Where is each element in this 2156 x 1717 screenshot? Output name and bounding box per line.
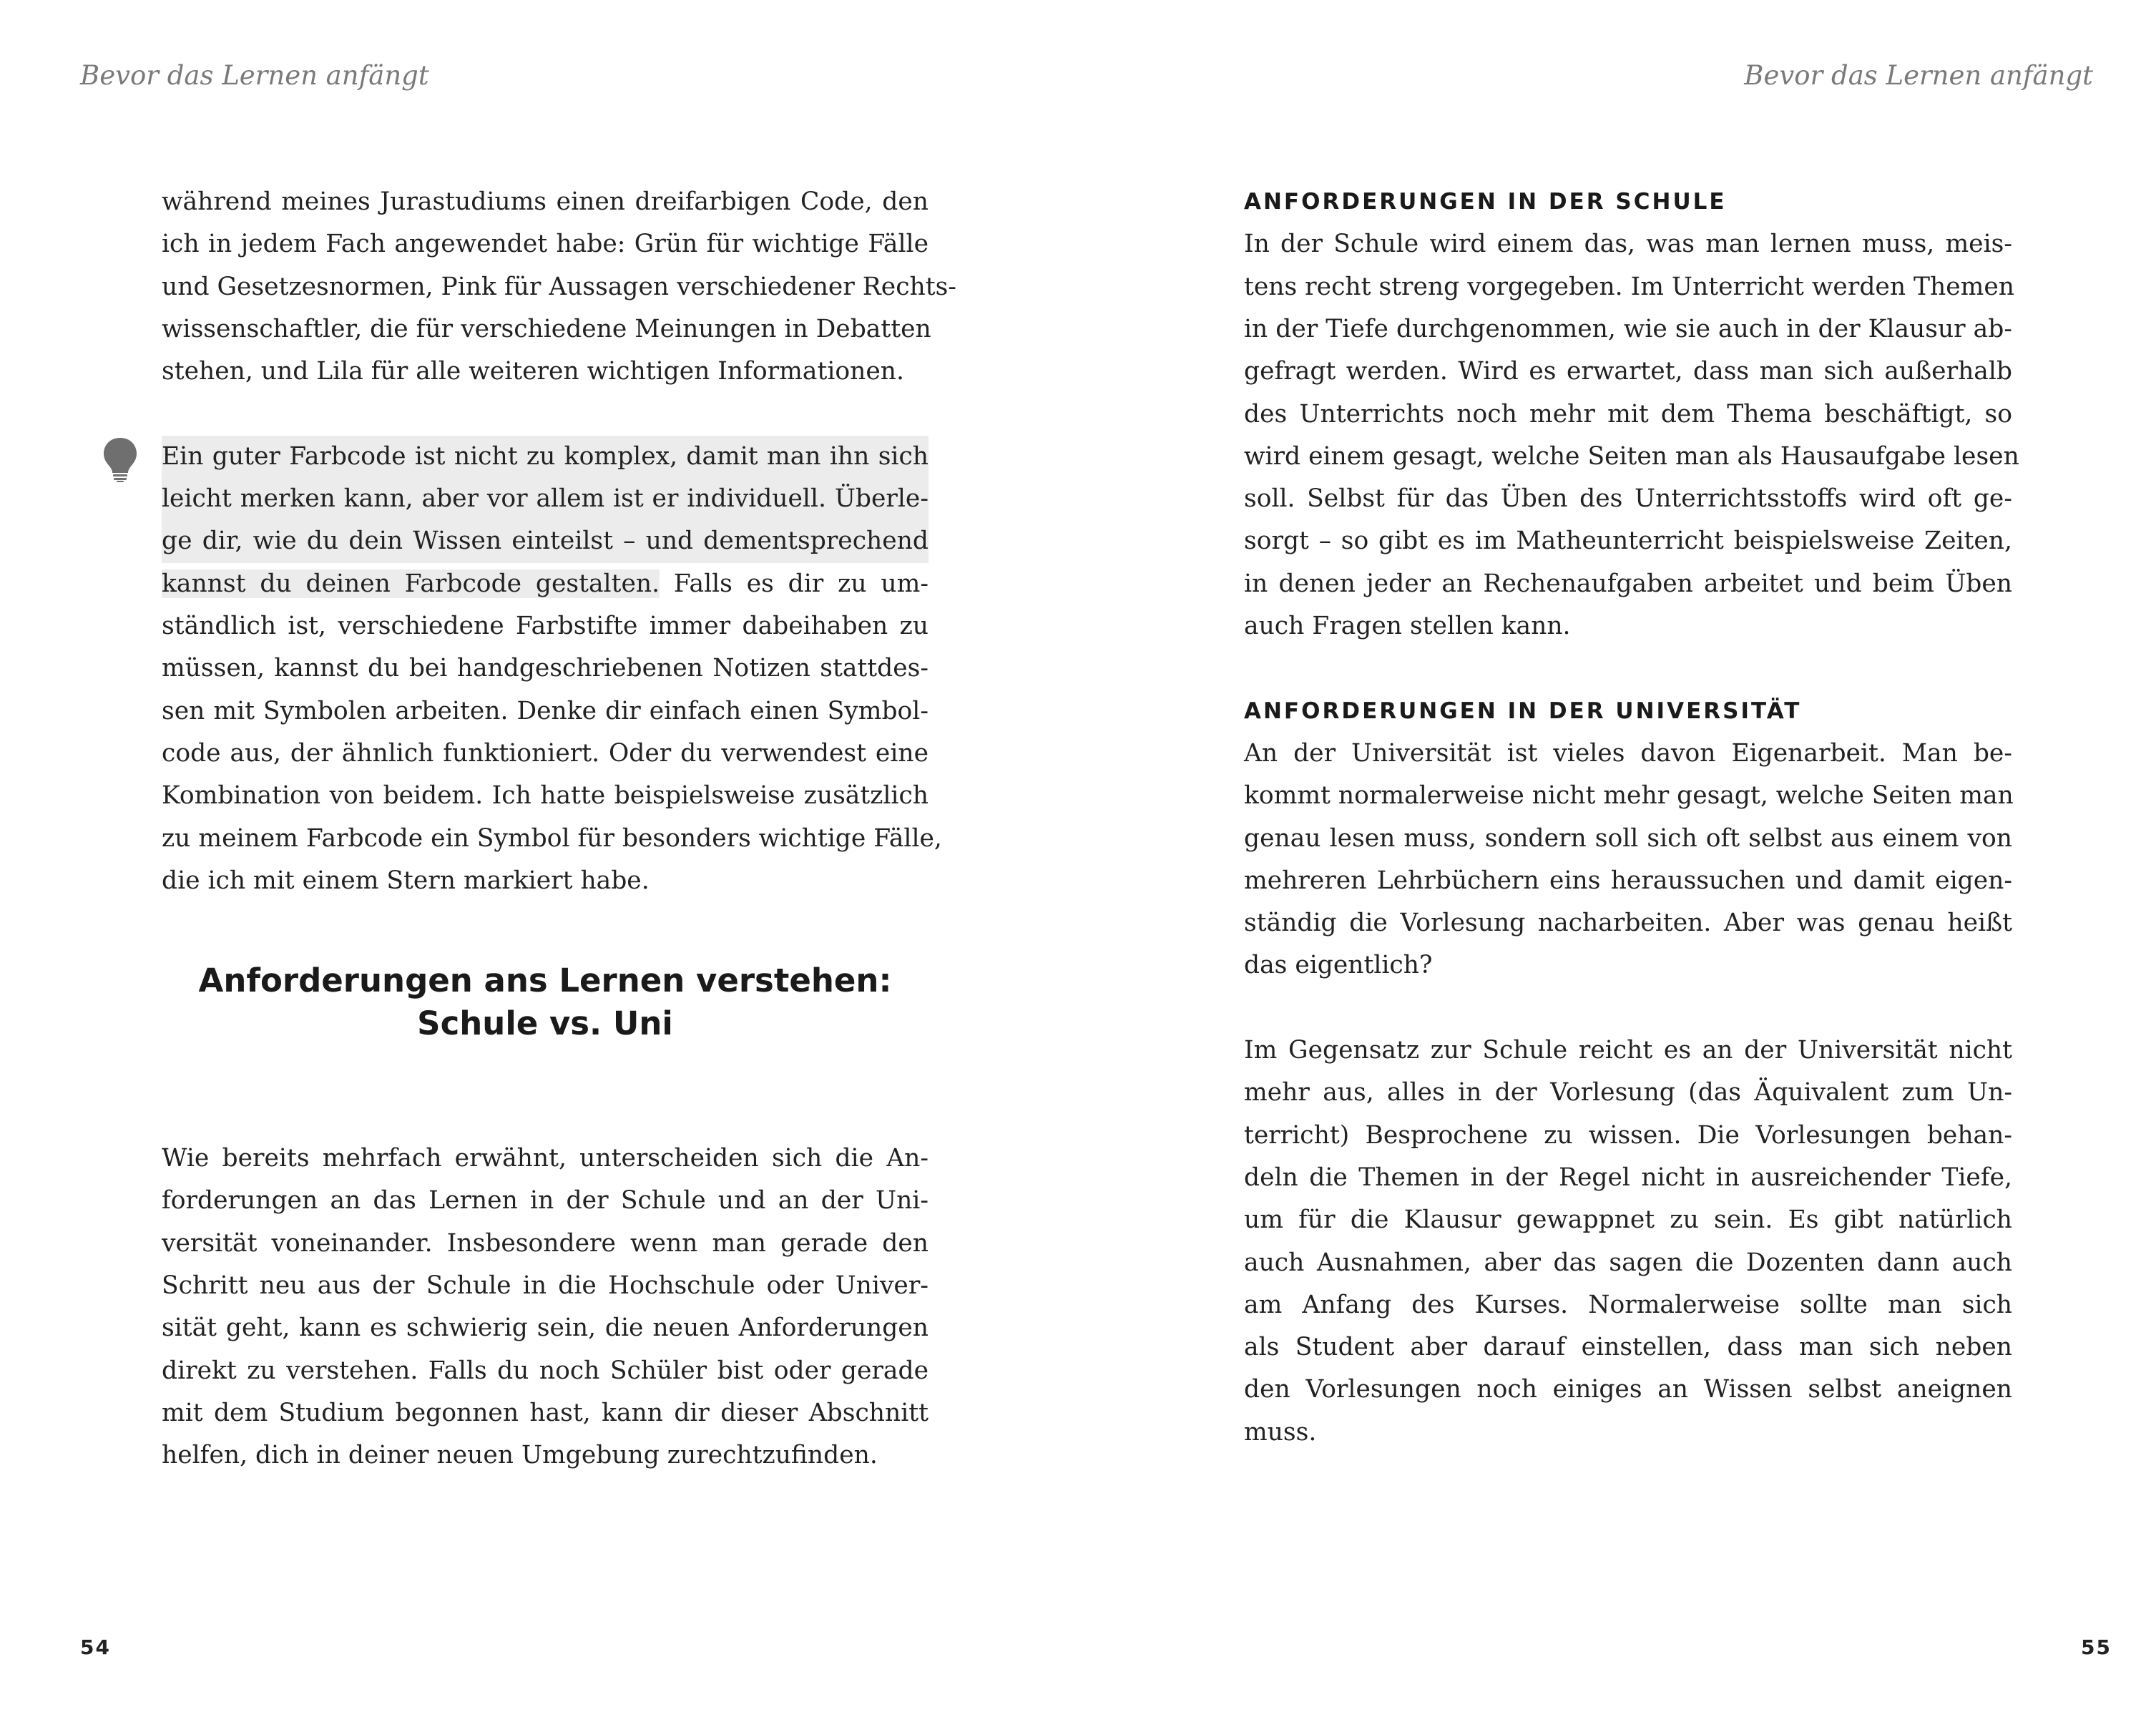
- body-line: Wie bereits mehrfach erwähnt, unterscheiden sich die An-: [162, 1144, 928, 1173]
- body-line: ich in jedem Fach angewendet habe: Grün für wichtige Fälle: [162, 230, 928, 259]
- body-line: mehreren Lehrbüchern eins heraussuchen und damit eigen-: [1244, 866, 2012, 895]
- lightbulb-icon: [102, 436, 139, 482]
- tip-line: [162, 563, 928, 605]
- section-title: Anforderungen ans Lernen verstehen:: [198, 962, 892, 1000]
- body-line: Im Gegensatz zur Schule reicht es an der Universität nicht: [1244, 1036, 2012, 1065]
- body-line: mit dem Studium begonnen hast, kann dir dieser Abschnitt: [162, 1398, 928, 1427]
- body-line: den Vorlesungen noch einiges an Wissen selbst aneignen: [1244, 1375, 2012, 1404]
- running-head: Bevor das Lernen anfängt: [80, 60, 429, 91]
- body-line: in denen jeder an Rechenaufgaben arbeitet und beim Üben: [1244, 569, 2012, 598]
- tip-line: code aus, der ähnlich funktioniert. Oder du verwendest eine: [162, 738, 928, 768]
- tip-line: zu meinem Farbcode ein Symbol für besonders wichtige Fälle,: [162, 823, 942, 853]
- body-line: mehr aus, alles in der Vorlesung (das Äquivalent zum Un-: [1244, 1078, 2012, 1107]
- tip-line: ge dir, wie du dein Wissen einteilst – und dementsprechend: [162, 520, 928, 562]
- body-line: kommt normalerweise nicht mehr gesagt, welche Seiten man: [1244, 781, 2014, 811]
- tip-line: Kombination von beidem. Ich hatte beispielsweise zusätzlich: [162, 781, 928, 811]
- body-line: helfen, dich in deiner neuen Umgebung zurechtzufinden.: [162, 1441, 878, 1470]
- body-line: um für die Klausur gewappnet zu sein. Es gibt natürlich: [1244, 1205, 2012, 1235]
- body-line: terricht) Besprochene zu wissen. Die Vorlesungen behan-: [1244, 1120, 2012, 1150]
- body-line: wird einem gesagt, welche Seiten man als Hausaufgabe lesen: [1244, 441, 2019, 471]
- body-line: während meines Jurastudiums einen dreifarbigen Code, den: [162, 187, 928, 216]
- tip-line: die ich mit einem Stern markiert habe.: [162, 866, 650, 895]
- tip-line: sen mit Symbolen arbeiten. Denke dir einfach einen Symbol-: [162, 696, 928, 725]
- body-line: In der Schule wird einem das, was man lernen muss, meis-: [1244, 230, 2012, 259]
- highlight-mark: kannst du deinen Farbcode gestalten.: [162, 569, 660, 598]
- body-line: gefragt werden. Wird es erwartet, dass man sich außerhalb: [1244, 357, 2012, 386]
- running-head: Bevor das Lernen anfängt: [1744, 60, 2093, 91]
- body-line: am Anfang des Kurses. Normalerweise sollte man sich: [1244, 1290, 2012, 1319]
- body-line: forderungen an das Lernen in der Schule und an der Uni-: [162, 1186, 928, 1215]
- tip-text: Falls es dir zu um-: [660, 569, 928, 598]
- tip-line: leicht merken kann, aber vor allem ist er individuell. Überle-: [162, 478, 928, 520]
- page-number: 54: [80, 1635, 111, 1659]
- body-line: wissenschaftler, die für verschiedene Meinungen in Debatten: [162, 314, 931, 343]
- right-page: [1078, 0, 2156, 1717]
- body-line: An der Universität ist vieles davon Eigenarbeit. Man be-: [1244, 738, 2012, 768]
- body-line: ständig die Vorlesung nacharbeiten. Aber was genau heißt: [1244, 909, 2012, 938]
- body-line: genau lesen muss, sondern soll sich oft selbst aus einem von: [1244, 823, 2012, 853]
- subheading: ANFORDERUNGEN IN DER SCHULE: [1244, 189, 1727, 215]
- body-line: sität geht, kann es schwierig sein, die neuen Anforderungen: [162, 1314, 928, 1343]
- body-line: in der Tiefe durchgenommen, wie sie auch in der Klausur ab-: [1244, 314, 2012, 343]
- tip-line: ständlich ist, verschiedene Farbstifte immer dabeihaben zu: [162, 612, 928, 640]
- body-line: und Gesetzesnormen, Pink für Aussagen verschiedener Rechts-: [162, 272, 956, 301]
- body-line: als Student aber darauf einstellen, dass man sich neben: [1244, 1333, 2012, 1362]
- body-line: auch Ausnahmen, aber das sagen die Dozenten dann auch: [1244, 1248, 2012, 1277]
- tip-line: müssen, kannst du bei handgeschriebenen Notizen stattdes-: [162, 654, 928, 683]
- body-line: Schritt neu aus der Schule in die Hochschule oder Univer-: [162, 1271, 928, 1300]
- subheading: ANFORDERUNGEN IN DER UNIVERSITÄT: [1244, 698, 1802, 724]
- body-line: stehen, und Lila für alle weiteren wichtigen Informationen.: [162, 357, 904, 386]
- body-line: des Unterrichts noch mehr mit dem Thema beschäftigt, so: [1244, 399, 2012, 429]
- body-line: soll. Selbst für das Üben des Unterrichtsstoffs wird oft ge-: [1244, 484, 2012, 514]
- section-title: Schule vs. Uni: [417, 1004, 673, 1043]
- body-line: das eigentlich?: [1244, 951, 1433, 980]
- body-line: sorgt – so gibt es im Matheunterricht beispielsweise Zeiten,: [1244, 527, 2012, 556]
- body-line: auch Fragen stellen kann.: [1244, 612, 1571, 640]
- page-number: 55: [2081, 1635, 2112, 1659]
- body-line: direkt zu verstehen. Falls du noch Schüler bist oder gerade: [162, 1356, 928, 1385]
- body-line: muss.: [1244, 1417, 1317, 1447]
- body-line: versität voneinander. Insbesondere wenn man gerade den: [162, 1228, 928, 1258]
- body-line: tens recht streng vorgegeben. Im Unterricht werden Themen: [1244, 272, 2015, 301]
- tip-line: Ein guter Farbcode ist nicht zu komplex, damit man ihn sich: [162, 436, 928, 478]
- body-line: deln die Themen in der Regel nicht in ausreichender Tiefe,: [1244, 1163, 2012, 1192]
